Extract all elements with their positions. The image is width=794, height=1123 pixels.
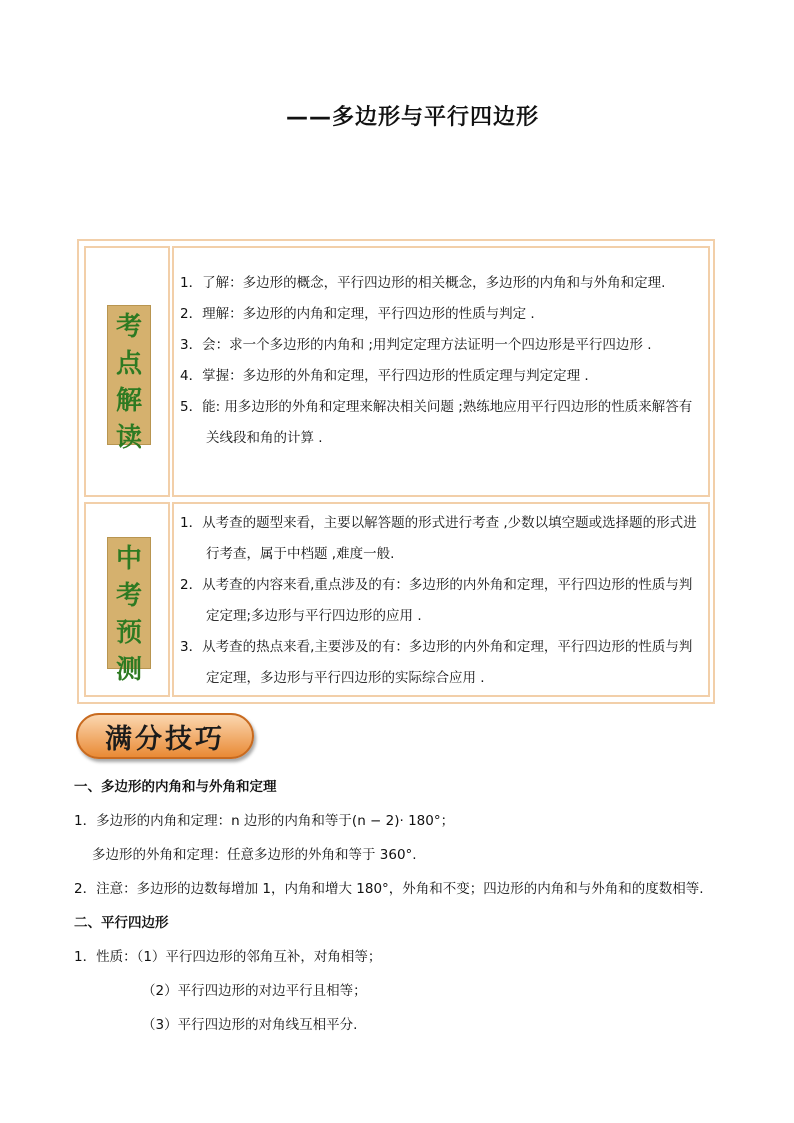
label-cell-kaodian [84,246,170,497]
content-cell-kaodian [172,246,710,497]
section-heading: 一、多边形的内角和与外角和定理 [74,779,277,795]
text-line: （3）平行四边形的对角线互相平分. [142,1017,358,1033]
list-item: 1．从考查的题型来看，主要以解答题的形式进行考查 ,少数以填空题或选择题的形式进行考查，属于中档题 ,难度一般. [180,515,697,562]
list-item: 2．理解：多边形的内角和定理，平行四边形的性质与判定 . [180,306,535,322]
exam-outline-table [77,239,715,704]
text-line: 1．性质：（1）平行四边形的邻角互补，对角相等； [74,949,382,965]
label-char: 中 [115,544,142,574]
label-cell-zhongkao [84,502,170,697]
text-line: 2．注意：多边形的边数每增加 1，内角和增大 180°，外角和不变；四边形的内角和与外角和的度数相等. [74,881,704,897]
list-item: 2．从考查的内容来看,重点涉及的有：多边形的内外角和定理，平行四边形的性质与判定定理;多边形与平行四边形的应用 . [180,577,693,624]
label-char: 考 [115,581,142,611]
list-item: 1．了解：多边形的概念，平行四边形的相关概念，多边形的内角和与外角和定理. [180,275,666,291]
list-item: 3．从考查的热点来看,主要涉及的有：多边形的内外角和定理，平行四边形的性质与判定定理，多边形与平行四边形的实际综合应用 . [180,639,693,686]
kaodian-jiedu-label [107,305,151,453]
section-heading: 二、平行四边形 [74,915,169,931]
label-char: 预 [115,618,142,648]
list-item: 3．会：求一个多边形的内角和 ;用判定定理方法证明一个四边形是平行四边形 . [180,337,652,353]
label-char: 考 [115,312,142,342]
label-char: 测 [115,655,142,685]
text-line: 多边形的外角和定理：任意多边形的外角和等于 360°. [92,847,417,863]
zhongkao-yuce-label [107,537,151,685]
banner-text: 满分技巧 [105,723,225,755]
list-item: 5．能: 用多边形的外角和定理来解决相关问题 ;熟练地应用平行四边形的性质来解答有关线段和角的计算 . [180,399,693,446]
content-cell-zhongkao [172,502,710,697]
text-line: （2）平行四边形的对边平行且相等； [142,983,367,999]
label-char: 点 [115,349,142,379]
page-title: ——多边形与平行四边形 [286,105,540,130]
label-char: 读 [115,423,142,453]
manfen-jiqiao-banner [76,713,254,759]
list-item: 4．掌握：多边形的外角和定理，平行四边形的性质定理与判定定理 . [180,368,589,384]
text-line: 1．多边形的内角和定理：n 边形的内角和等于(n − 2)· 180°； [74,813,455,829]
label-char: 解 [115,386,142,416]
tips-section [74,770,754,1042]
